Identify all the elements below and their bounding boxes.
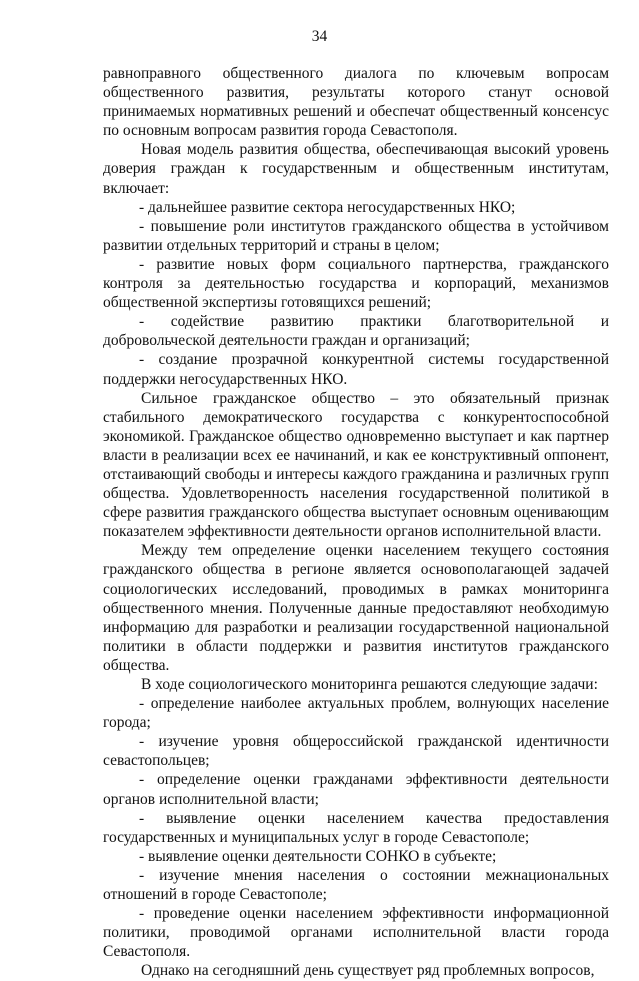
- list-item: - определение наиболее актуальных проблем, волнующих население города;: [103, 695, 609, 732]
- list-item: - содействие развитию практики благотворительной и добровольческой деятельности граждан и организаций;: [103, 313, 609, 350]
- paragraph-problems: Однако на сегодняшний день существует ряд проблемных вопросов,: [141, 962, 595, 980]
- list-item: - проведение оценки населением эффективности информационной политики, проводимой органами исполнительной власти города Севастополя.: [103, 905, 609, 961]
- list-item: - повышение роли институтов гражданского общества в устойчивом развитии отдельных территорий и страны в целом;: [103, 217, 609, 254]
- list-item: - развитие новых форм социального партнерства, гражданского контроля за деятельностью государства и корпораций, механизмов общественной экспертизы готовящихся решений;: [103, 255, 609, 312]
- paragraph-continuation: равноправного общественного диалога по ключевым вопросам общественного развития, результаты которого станут основой принимаемых нормативных решений и обеспечат общественный консенсус по основным вопросам развития города Севастополя.: [103, 65, 609, 140]
- paragraph-new-model: Новая модель развития общества, обеспечивающая высокий уровень доверия граждан к государственным и общественным институтам, включает:: [103, 141, 609, 197]
- paragraph-assessment: Между тем определение оценки населением текущего состояния гражданского общества в регионе является основополагающей задачей социологических исследований, проводимых в рамках мониторинга общественного мнения. Полученные данные предоставляют необходимую информацию для разработки и реализации государственной национальной политики в области поддержки и развития институтов гражданского общества.: [103, 542, 609, 674]
- page-number: 34: [311, 28, 328, 45]
- document-body: [103, 64, 609, 981]
- list-item: - выявление оценки населением качества предоставления государственных и муниципальных услуг в городе Севастополе;: [103, 809, 609, 846]
- list-item: - определение оценки гражданами эффективности деятельности органов исполнительной власти;: [103, 771, 609, 808]
- paragraph-monitoring-tasks: В ходе социологического мониторинга решаются следующие задачи:: [141, 676, 598, 693]
- list-item: - создание прозрачной конкурентной системы государственной поддержки негосударственных НКО.: [103, 351, 609, 388]
- list-item: - изучение уровня общероссийской гражданской идентичности севастопольцев;: [103, 733, 609, 770]
- list-item: - изучение мнения населения о состоянии межнациональных отношений в городе Севастополе;: [103, 866, 609, 904]
- paragraph-civil-society: Сильное гражданское общество – это обязательный признак стабильного демократического государства с конкурентоспособной экономикой. Гражданское общество одновременно выступает и как партнер власти в реализации всех ее начинаний, и как ее конструктивный оппонент, отстаивающий свободы и интересы каждого гражданина и различных групп общества. Удовлетворенность населения государственной политикой в сфере развития гражданского общества выступает основным оценивающим показателем эффективности деятельности органов исполнительной власти.: [103, 389, 609, 541]
- list-item: - выявление оценки деятельности СОНКО в субъекте;: [139, 847, 497, 865]
- list-item: - дальнейшее развитие сектора негосударственных НКО;: [139, 198, 516, 216]
